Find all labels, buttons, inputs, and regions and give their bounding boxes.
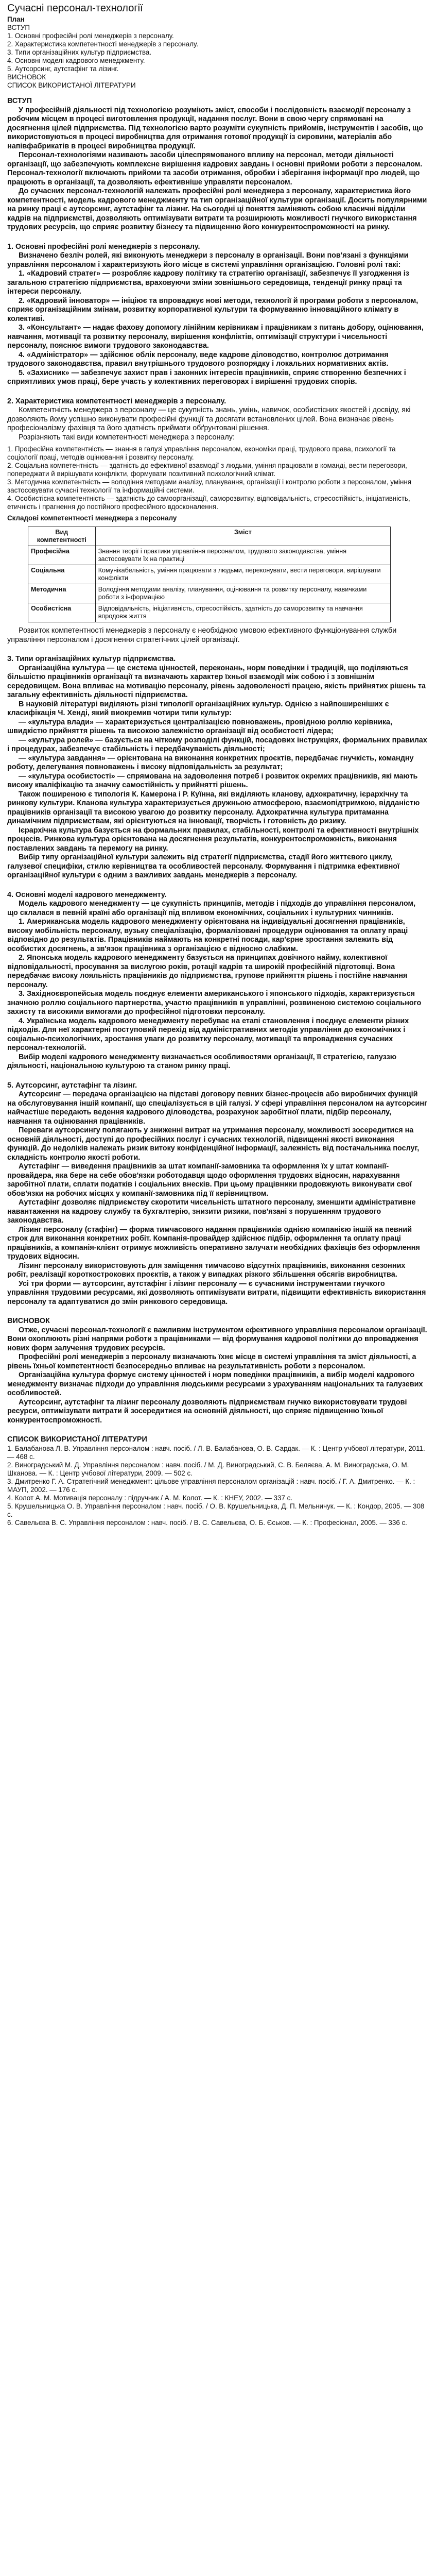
paragraph: Персонал-технологіями називають засоби цілеспрямованого впливу на персонал, методи діяльності організації, що забезпечують комплексне вирішення кадрових завдань і основні прийоми роботи з персоналом. Персонал-технології включають прийоми та засоби отримання, обробки і зберігання інформації про людей, що працюють в організації, та дозволяють ефективніше управляти персоналом.: [7, 151, 423, 187]
paragraph: Аутсорсинг, аутстафінг та лізинг персоналу дозволяють підприємствам гнучко використовувати трудові ресурси, оптимізувати витрати й зосередитися на основній діяльності, що сприяє підвищенню їхньої конкурентоспроможності.: [7, 1398, 407, 1425]
paragraph: Переваги аутсорсингу полягають у зниженні витрат на утримання персоналу, можливості зосередитися на основній діяльності, доступі до професійних послуг і сучасних технологій, підвищенні якості виконання функцій. До недоліків належать ризик витоку конфіденційної інформації, залежність від постачальника послуг, складність контролю якості роботи.: [7, 1126, 420, 1162]
plan-item: 1. Основні професійні ролі менеджерів з персоналу.: [7, 32, 174, 40]
paragraph: 2. «Кадровий інноватор» — ініціює та впроваджує нові методи, технології й програми роботи з персоналом, сприяє організаційним змінам, розвитку корпоративної культури та формуванню інноваційного клімату в колективі.: [7, 296, 418, 323]
paragraph: Модель кадрового менеджменту — це сукупність принципів, методів і підходів до управління персоналом, що склалася в певній країні або організації під впливом економічних, соціальних і культурних чинників.: [7, 900, 416, 917]
table-cell: Володіння методами аналізу, планування, оцінювання та розвитку персоналу, навичками роботи з інформацією: [95, 584, 390, 603]
paragraph: Ієрархічна культура базується на формальних правилах, стабільності, контролі та ефективності внутрішніх процесів. Ринкова культура орієнтована на досягнення результатів, конкурентоспроможність, виконання поставлених завдань та перемогу на ринку.: [7, 826, 419, 853]
table-cell: Методична: [28, 584, 96, 603]
paragraph: — «культура ролей» — базується на чіткому розподілі функцій, посадових інструкціях, формальних правилах і процедурах, забезпечує стабільність і передбачуваність діяльності;: [7, 736, 427, 753]
table-caption: Складові компетентності менеджера з персоналу: [7, 514, 177, 522]
paragraph: Розрізняють такі види компетентності менеджера з персоналу:: [19, 433, 235, 442]
paragraph: Організаційна культура — це система цінностей, переконань, норм поведінки і традицій, що поділяються більшістю працівників організації та визначають характер їхньої взаємодії між собою і з зовнішнім середовищем. Вона впливає на мотивацію персоналу, рівень задоволеності працею, якість прийнятих рішень та загальну ефективність діяльності підприємства.: [7, 664, 426, 699]
plan-item: 4. Основні моделі кадрового менеджменту.: [7, 57, 145, 64]
plan-item: 2. Характеристика компетентності менеджерів з персоналу.: [7, 40, 199, 48]
table-cell: Знання теорії і практики управління персоналом, трудового законодавства, уміння застосовувати їх на практиці: [95, 546, 390, 565]
table-cell: Комунікабельність, уміння працювати з людьми, переконувати, вести переговори, вирішувати конфлікти: [95, 565, 390, 584]
paragraph: 4. Українська модель кадрового менеджменту перебуває на етапі становлення і поєднує елементи різних підходів. Для неї характерні поступовий перехід від адміністративних методів управління до економічних і соціально-психологічних, зростання уваги до розвитку персоналу, мотивації та впровадження сучасних персонал-технологій.: [7, 1016, 409, 1052]
paragraph: Також поширеною є типологія К. Камерона і Р. Куїнна, які виділяють кланову, адхократичну, ієрархічну та ринкову культури. Кланова культура характеризується дружньою атмосферою, взаємопідтримкою, відданістю працівників організації та високою увагою до розвитку персоналу. Адхократична культура притаманна динамічним підприємствам, які орієнтуються на інновації, творчість і готовність до ризику.: [7, 790, 420, 825]
table-cell: Відповідальність, ініціативність, стресостійкість, здатність до саморозвитку та навчання впродовж життя: [95, 603, 390, 622]
paragraph: Визначено безліч ролей, які виконують менеджери з персоналу в організації. Вони пов'язані з функціями управління персоналом і характеризують його місце в системі управління організацією. Головні ролі такі:: [7, 251, 409, 269]
bibliography-item: 6. Савельєва В. С. Управління персоналом : навч. посіб. / В. С. Савельєва, О. Б. Єськов. — К. : Професіонал, 2005. — 336 с.: [7, 1518, 407, 1527]
table-cell: Професійна: [28, 546, 96, 565]
paragraph: Організаційна культура формує систему цінностей і норм поведінки працівників, а вибір моделі кадрового менеджменту визначає підходи до управління людськими ресурсами з урахуванням національних та галузевих особливостей.: [7, 1371, 423, 1397]
list-item: 3. Методична компетентність — володіння методами аналізу, планування, організації і контролю роботи з персоналом, уміння застосовувати сучасні технології та інформаційні системи.: [7, 478, 412, 494]
paragraph: В науковій літературі виділяють різні типології організаційних культур. Однією з найпоширеніших є класифікація Ч. Хенді, який виокремив чотири типи культур:: [7, 700, 389, 717]
paragraph: 4. «Адміністратор» — здійснює облік персоналу, веде кадрове діловодство, контролює дотримання трудового законодавства, правил внутрішнього трудового розпорядку і локальних нормативних актів.: [7, 350, 389, 368]
section-heading: 1. Основні професійні ролі менеджерів з персоналу.: [7, 242, 200, 251]
table-row: [28, 565, 391, 584]
plan-label: План: [7, 15, 25, 23]
plan-item: ВИСНОВОК: [7, 73, 46, 81]
paragraph: 2. Японська модель кадрового менеджменту базується на принципах довічного найму, колективної відповідальності, просування за вислугою років, ротації кадрів та широкій професійній підготовці. Вона передбачає високу лояльність працівників до підприємства, групове прийняття рішень і постійне навчання персоналу.: [7, 954, 408, 989]
paragraph: 3. Західноєвропейська модель поєднує елементи американського і японського підходів, характеризується значною роллю соціального партнерства, участю працівників в управлінні, розвиненою системою соціального захисту та високими вимогами до професійної підготовки персоналу.: [7, 990, 422, 1016]
page-title: Сучасні персонал-технології: [7, 3, 143, 14]
bibliography-item: 4. Колот А. М. Мотивація персоналу : підручник / А. М. Колот. — К. : КНЕУ, 2002. — 337 с.: [7, 1494, 293, 1502]
table-row: [28, 603, 391, 622]
paragraph: Аутстафінг дозволяє підприємству скоротити чисельність штатного персоналу, зменшити адміністративне навантаження на кадрову службу та бухгалтерію, знизити ризики, пов'язані з порушенням трудового законодавства.: [7, 1198, 416, 1225]
section-heading: ВИСНОВОК: [7, 1317, 50, 1325]
paragraph: До сучасних персонал-технологій належать професійні ролі менеджера з персоналу, характеристика його компетентності, модель кадрового менеджменту та тип організаційної культури організації. Досить популярними на ринку праці є аутсорсинг, аутстафінг та лізинг. На сьогодні ці поняття заміняють собою класичні відділи кадрів на підприємстві, дозволяють оптимізувати витрати та розширюють можливості гнучкого використання трудових ресурсів, що сприяє розвитку бізнесу та підвищенню його конкурентоспроможності на ринку.: [7, 187, 427, 231]
paragraph: 5. «Захисник» — забезпечує захист прав і законних інтересів працівників, сприяє створенню безпечних і сприятливих умов праці, бере участь у колективних переговорах і вирішенні трудових спорів.: [7, 368, 406, 386]
paragraph: Вибір моделі кадрового менеджменту визначається особливостями організації, її стратегією, галуззю діяльності, національною культурою та станом ринку праці.: [7, 1053, 397, 1070]
table-header-cell: Зміст: [95, 527, 390, 546]
table-cell: Особистісна: [28, 603, 96, 622]
paragraph: Лізинг персоналу використовують для заміщення тимчасово відсутніх працівників, виконання сезонних робіт, реалізації короткострокових проєктів, а також у випадках різкого збільшення обсягів виробництва.: [7, 1261, 406, 1279]
paragraph: Професійні ролі менеджерів з персоналу визначають їхнє місце в системі управління та зміст діяльності, а рівень їхньої компетентності безпосередньо впливає на результативність роботи з персоналом.: [7, 1353, 416, 1370]
list-item: 4. Особистісна компетентність — здатність до самоорганізації, саморозвитку, відповідальність, стресостійкість, ініціативність, етичність і прагнення до постійного професійного вдосконалення.: [7, 495, 410, 511]
bibliography-item: 1. Балабанова Л. В. Управління персоналом : навч. посіб. / Л. В. Балабанова, О. В. Сардак. — К. : Центр учбової літератури, 2011. — 468 с.: [7, 1444, 425, 1461]
section-heading: ВСТУП: [7, 97, 32, 105]
section-heading: 4. Основні моделі кадрового менеджменту.: [7, 890, 167, 899]
table-cell: Соціальна: [28, 565, 96, 584]
paragraph: Аутстафінг — виведення працівників за штат компанії-замовника та оформлення їх у штат компанії-провайдера, яка бере на себе обов'язки роботодавця щодо оформлення трудових відносин, нарахування заробітної плати, сплати податків і соціальних внесків. При цьому працівники продовжують виконувати свої обов'язки на робочих місцях у компанії-замовника під її керівництвом.: [7, 1162, 412, 1198]
paragraph: Усі три форми — аутсорсинг, аутстафінг і лізинг персоналу — є сучасними інструментами гнучкого управління трудовими ресурсами, які дозволяють оптимізувати витрати, підвищити ефективність використання персоналу та адаптуватися до змін ринкового середовища.: [7, 1279, 426, 1306]
paragraph: Розвиток компетентності менеджерів з персоналу є необхідною умовою ефективного функціонування служби управління персоналом і досягнення стратегічних цілей організації.: [7, 626, 397, 644]
section-heading: 2. Характеристика компетентності менеджерів з персоналу.: [7, 397, 226, 405]
paragraph: — «культура влади» — характеризується централізацією повноважень, провідною роллю керівника, швидкістю прийняття рішень та високою залежністю організації від особистості лідера;: [7, 718, 393, 735]
competence-table: [28, 527, 391, 622]
bibliography-item: 2. Виноградський М. Д. Управління персоналом : навч. посіб. / М. Д. Виноградський, С. В. Беляєва, А. М. Виноградська, О. М. Шканова. — К. : Центр учбової літератури, 2009. — 502 с.: [7, 1461, 409, 1477]
bibliography-list: [7, 1445, 428, 1527]
paragraph: Компетентність менеджера з персоналу — це сукупність знань, умінь, навичок, особистісних якостей і досвіду, які дозволяють йому успішно виконувати професійні функції та досягати встановлених цілей. Вона визначає рівень професіоналізму фахівця та його здатність приймати обґрунтовані рішення.: [7, 406, 411, 432]
plan-item: СПИСОК ВИКОРИСТАНОЇ ЛІТЕРАТУРИ: [7, 81, 136, 89]
list-item: 1. Професійна компетентність — знання в галузі управління персоналом, економіки праці, трудового права, психології та соціології праці, методів оцінювання і розвитку персоналу.: [7, 445, 396, 461]
plan-item: 5. Аутсорсинг, аутстафінг та лізинг.: [7, 65, 119, 73]
section-heading: СПИСОК ВИКОРИСТАНОЇ ЛІТЕРАТУРИ: [7, 1435, 147, 1444]
paragraph: Лізинг персоналу (стафінг) — форма тимчасового надання працівників однією компанією іншій на певний строк для виконання конкретних робіт. Компанія-провайдер здійснює підбір, оформлення та оплату праці працівників, а компанія-клієнт отримує можливість оперативно залучати необхідних фахівців без оформлення трудових відносин.: [7, 1225, 420, 1261]
table-header-cell: Вид компетентності: [28, 527, 96, 546]
competence-list: [7, 445, 428, 511]
paragraph: 1. «Кадровий стратег» — розробляє кадрову політику та стратегію організації, забезпечує її узгодження із загальною стратегією підприємства, враховуючи зміни зовнішнього середовища, тенденції ринку праці та інтереси персоналу.: [7, 269, 409, 296]
plan-item: ВСТУП: [7, 24, 30, 31]
paragraph: Вибір типу організаційної культури залежить від стратегії підприємства, стадії його життєвого циклу, галузевої специфіки, стилю керівництва та особливостей персоналу. Формування і підтримка ефективної організаційної культури є одним з важливих завдань менеджерів з персоналу.: [7, 853, 400, 879]
paragraph: — «культура особистості» — спрямована на задоволення потреб і розвиток окремих працівників, які мають високу кваліфікацію та значну самостійність у прийнятті рішень.: [7, 772, 418, 789]
bibliography-item: 5. Крушельницька О. В. Управління персоналом : навч. посіб. / О. В. Крушельницька, Д. П. Мельничук. — К. : Кондор, 2005. — 308 с.: [7, 1502, 425, 1518]
table-row: [28, 546, 391, 565]
table-row: [28, 584, 391, 603]
paragraph: Отже, сучасні персонал-технології є важливим інструментом ефективного управління персоналом організації. Вони охоплюють різні напрями роботи з працівниками — від формування кадрової політики до впровадження нових форм залучення трудових ресурсів.: [7, 1326, 427, 1352]
bibliography-item: 3. Дмитренко Г. А. Стратегічний менеджмент: цільове управління персоналом організацій : навч. посіб. / Г. А. Дмитренко. — К. : МАУП, 2002. — 176 с.: [7, 1477, 415, 1494]
plan-item: 3. Типи організаційних культур підприємства.: [7, 48, 152, 56]
paragraph: Аутсорсинг — передача організацією на підставі договору певних бізнес-процесів або виробничих функцій на обслуговування іншій компанії, що спеціалізується в цій галузі. У сфері управління персоналом на аутсорсинг найчастіше передають ведення кадрового діловодства, розрахунок заробітної плати, підбір персоналу, навчання та оцінювання працівників.: [7, 1090, 428, 1126]
table-header-row: [28, 527, 391, 546]
paragraph: 3. «Консультант» — надає фахову допомогу лінійним керівникам і працівникам з питань добору, оцінювання, навчання, мотивації та розвитку персоналу, вирішення конфліктів, оптимізації структури і чисельності персоналу, пояснює вимоги трудового законодавства.: [7, 324, 424, 350]
section-heading: 5. Аутсорсинг, аутстафінг та лізинг.: [7, 1081, 137, 1090]
paragraph: У професійній діяльності під технологією розуміють зміст, способи і послідовність взаємодії персоналу з робочим місцем в процесі виготовлення продукції, надання послуг. Вони в свою чергу спрямовані на досягнення цілей підприємства. Під технологією варто розуміти сукупність прийомів, інструментів і засобів, що використовуються в процесі виробництва для отримання готової продукції із сировини, матеріалів або напівфабрикатів в процесі виробництва продукції.: [7, 106, 423, 150]
paragraph: — «культура завдання» — орієнтована на виконання конкретних проєктів, передбачає гнучкість, командну роботу, делегування повноважень і високу відповідальність за результат;: [7, 754, 414, 771]
paragraph: 1. Американська модель кадрового менеджменту орієнтована на індивідуальні досягнення працівників, високу мобільність персоналу, вузьку спеціалізацію, формалізовані процедури оцінювання та оплату праці відповідно до результатів. Працівників наймають на конкретні посади, кар'єрне зростання залежить від особистих досягнень, а зв'язок працівника з організацією є відносно слабким.: [7, 918, 408, 953]
list-item: 2. Соціальна компетентність — здатність до ефективної взаємодії з людьми, уміння працювати в команді, вести переговори, попереджати й вирішувати конфлікти, формувати позитивний психологічний клімат.: [7, 462, 407, 478]
section-heading: 3. Типи організаційних культур підприємства.: [7, 655, 176, 663]
